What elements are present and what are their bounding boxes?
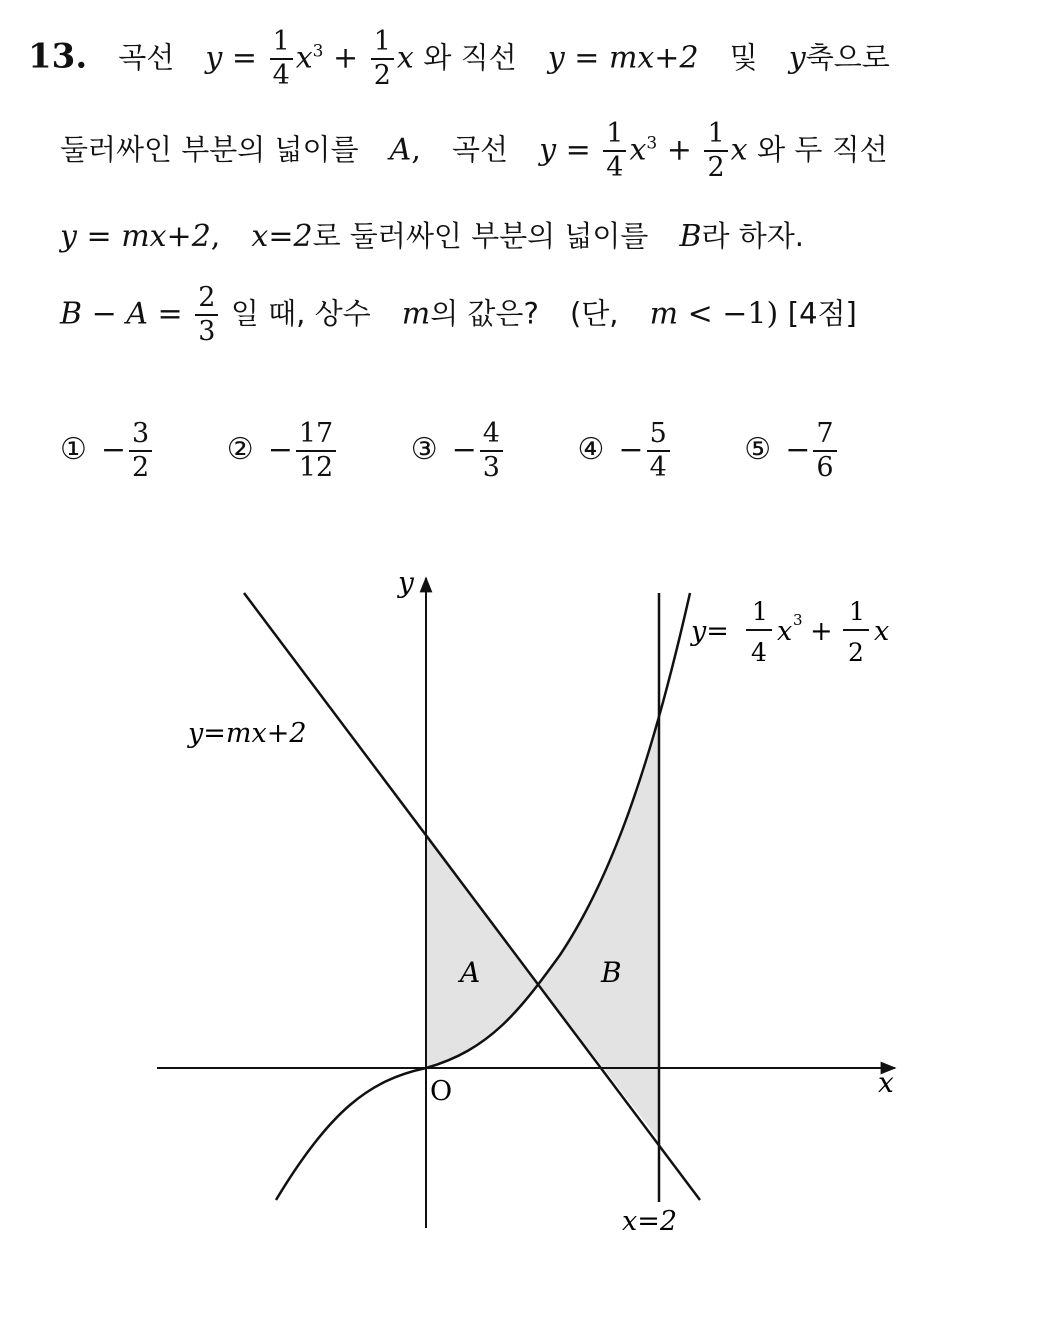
fraction-2-3: $\frac{2}{3}$ [195, 282, 218, 349]
close-paren: ) [766, 296, 779, 332]
choice-mark: ⑤ [744, 432, 772, 468]
minus-sign: − [91, 296, 117, 332]
curve-label-x2: x [874, 616, 890, 647]
choice-fraction: $\frac{4}{3}$ [480, 418, 503, 485]
line-expression: mx+2 [608, 40, 699, 76]
choice-fraction: $\frac{17}{12}$ [296, 418, 336, 485]
choice-fraction: $\frac{7}{6}$ [813, 418, 836, 485]
equals-sign: = [86, 219, 112, 254]
problem-number: 13. [28, 36, 88, 77]
region-b-label: B [601, 956, 622, 989]
fraction-1-4: $\frac{1}{4}$ [603, 118, 626, 185]
word-y-axis: 축으로 [805, 40, 890, 75]
equals-sign: = [574, 40, 600, 76]
var-B: B [679, 219, 702, 254]
choice-fraction: $\frac{3}{2}$ [129, 418, 152, 485]
var-y: y [60, 219, 77, 254]
choice-mark: ④ [577, 432, 605, 468]
word-value-of: 의 값은? [430, 296, 539, 331]
line-label: y=mx+2 [188, 718, 307, 749]
equals-sign: = [231, 40, 258, 76]
var-A: A [389, 132, 412, 168]
var-y: y [547, 40, 565, 76]
choice-mark: ① [60, 432, 87, 468]
var-A: A [126, 296, 148, 332]
curve-label [690, 597, 889, 667]
choice-mark: ③ [410, 432, 438, 468]
line-expression: mx+2 [121, 219, 211, 254]
curve-frac1-num: 1 [752, 597, 768, 626]
var-x: x [295, 40, 313, 76]
fraction-1-2: $\frac{1}{2}$ [704, 118, 727, 185]
fraction-1-2: $\frac{1}{2}$ [371, 26, 394, 93]
var-x: x [730, 132, 748, 168]
choice-sign: − [100, 432, 127, 468]
curve-label-x: x [777, 616, 793, 647]
word-let: 라 하자. [701, 219, 805, 253]
var-y: y [788, 40, 806, 76]
word-ro-enclosed: 로 둘러싸인 부분의 넓이를 [312, 219, 649, 253]
fraction-1-4: $\frac{1}{4}$ [270, 26, 293, 93]
comma: , [411, 132, 421, 168]
choice-fraction: $\frac{5}{4}$ [647, 418, 670, 485]
var-m: m [401, 296, 431, 332]
plus-sign: + [666, 132, 692, 168]
equals-sign: = [157, 296, 183, 332]
equals-sign: = [565, 132, 591, 168]
word-curve: 곡선 [451, 132, 509, 167]
var-x: x [396, 40, 414, 76]
curve-frac2-num: 1 [849, 597, 865, 626]
curve-label-exp: 3 [793, 611, 803, 629]
curve-frac2-den: 2 [848, 638, 864, 667]
choice-sign: − [785, 432, 811, 468]
word-and-line: 와 직선 [423, 40, 517, 75]
points-label: [4점] [787, 296, 857, 331]
choice-mark: ② [226, 432, 254, 468]
exponent: 3 [646, 133, 658, 154]
word-condition: (단, [569, 296, 619, 331]
word-when-constant: 일 때, 상수 [230, 296, 371, 331]
word-and: 및 [729, 40, 758, 75]
var-x: x [629, 132, 647, 168]
var-B: B [60, 296, 83, 332]
origin-label: O [430, 1076, 453, 1107]
x-axis-label: x [878, 1066, 894, 1099]
curve-label-plus: + [810, 616, 833, 647]
vertical-line-label: x=2 [622, 1206, 678, 1237]
word-and-two-lines: 와 두 직선 [757, 132, 888, 167]
word-curve: 곡선 [118, 40, 175, 75]
vertical-line-expression: x=2 [251, 219, 313, 254]
choice-sign: − [451, 432, 477, 468]
less-than-sign: < [687, 296, 713, 332]
word-enclosed-area: 둘러싸인 부분의 넓이를 [60, 132, 359, 167]
choice-sign: − [618, 432, 644, 468]
y-axis-label: y [398, 566, 414, 599]
shaded-region-a [426, 832, 538, 1068]
var-y: y [539, 132, 557, 168]
curve-frac1-den: 4 [751, 638, 767, 667]
var-m: m [649, 296, 679, 332]
region-a-label: A [460, 956, 481, 989]
shaded-region-b [538, 718, 659, 1140]
var-y: y [205, 40, 223, 76]
curve-label-y: y= [691, 616, 729, 647]
choice-sign: − [267, 432, 293, 468]
comma: , [210, 219, 221, 254]
exponent: 3 [312, 41, 324, 62]
negative-one: −1 [722, 296, 767, 332]
plus-sign: + [333, 40, 359, 76]
